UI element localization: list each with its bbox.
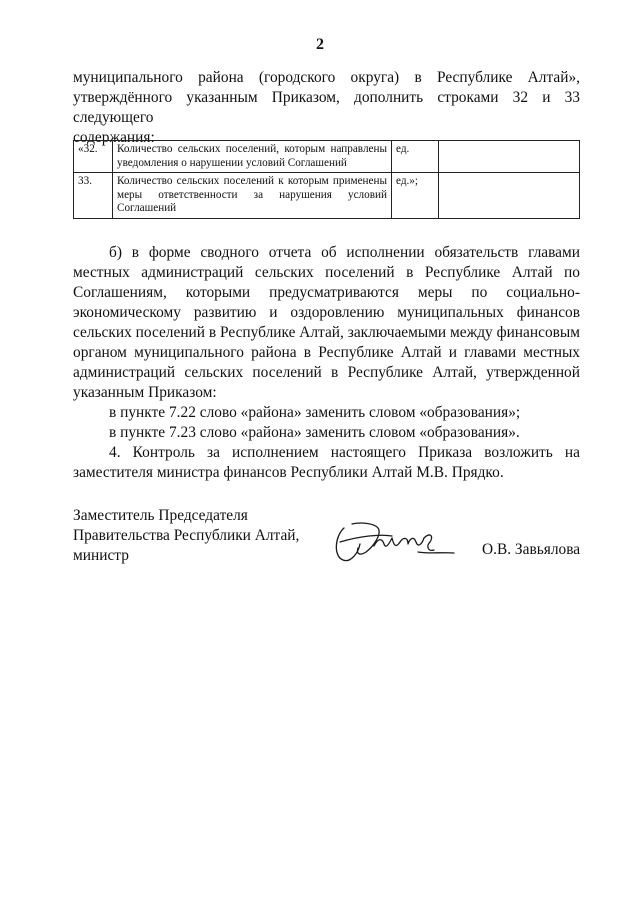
table-row bbox=[74, 173, 580, 219]
paragraph-line: органом муниципального района в Республике Алтай и главами местных bbox=[73, 344, 580, 361]
paragraph-line: б) в форме сводного отчета об исполнении обязательств главами bbox=[109, 244, 580, 261]
signatory-line-3: министр bbox=[73, 547, 129, 564]
paragraph-line: администраций сельских поселений в Республике Алтай, утвержденной bbox=[73, 364, 580, 381]
page-number: 2 bbox=[316, 36, 324, 53]
intro-line-1: муниципального района (городского округа) в Республике Алтай», bbox=[73, 69, 580, 86]
row-unit: ед. bbox=[392, 141, 439, 173]
row-description: Количество сельских поселений к которым применены меры ответственности за нарушения условий Соглашений bbox=[113, 173, 392, 219]
paragraph-line: заместителя министра финансов Республики Алтай М.В. Прядко. bbox=[73, 464, 504, 481]
item-7-23: в пункте 7.23 слово «района» заменить словом «образования». bbox=[109, 424, 520, 441]
paragraph-4 bbox=[73, 443, 580, 483]
paragraph-line: указанным Приказом: bbox=[73, 384, 217, 401]
indicators-table bbox=[73, 140, 580, 219]
paragraph-line: местных администраций сельских поселений в Республике Алтай по bbox=[73, 264, 580, 281]
row-description: Количество сельских поселений, которым направлены уведомления о нарушении условий Соглашений bbox=[113, 141, 392, 173]
row-number: «32. bbox=[74, 141, 113, 173]
handwritten-signature bbox=[330, 516, 465, 566]
row-number: 33. bbox=[74, 173, 113, 219]
paragraph-line: 4. Контроль за исполнением настоящего Приказа возложить на bbox=[109, 444, 580, 461]
body-text bbox=[73, 243, 580, 483]
signatory-name: О.В. Завьялова bbox=[482, 541, 581, 558]
paragraph-b bbox=[73, 243, 580, 403]
paragraph-line: экономическому развитию и оздоровлению муниципальных финансов bbox=[73, 304, 580, 321]
table-row bbox=[74, 141, 580, 173]
intro-line-2: утверждённого указанным Приказом, дополнить строками 32 и 33 следующего bbox=[73, 89, 580, 126]
paragraph-line: Соглашениям, которыми предусматриваются меры по социально- bbox=[73, 284, 580, 301]
item-7-22: в пункте 7.22 слово «района» заменить словом «образования»; bbox=[109, 404, 521, 421]
intro-paragraph bbox=[73, 68, 580, 148]
signatory-line-1: Заместитель Председателя bbox=[73, 507, 248, 524]
paragraph-line: сельских поселений в Республике Алтай, заключаемыми между финансовым bbox=[73, 324, 580, 341]
row-unit: ед.»; bbox=[392, 173, 439, 219]
row-value bbox=[439, 141, 580, 173]
signatory-line-2: Правительства Республики Алтай, bbox=[73, 527, 300, 544]
signatory-title bbox=[73, 506, 299, 566]
row-value bbox=[439, 173, 580, 219]
intro-line-3: содержания: bbox=[73, 129, 155, 146]
